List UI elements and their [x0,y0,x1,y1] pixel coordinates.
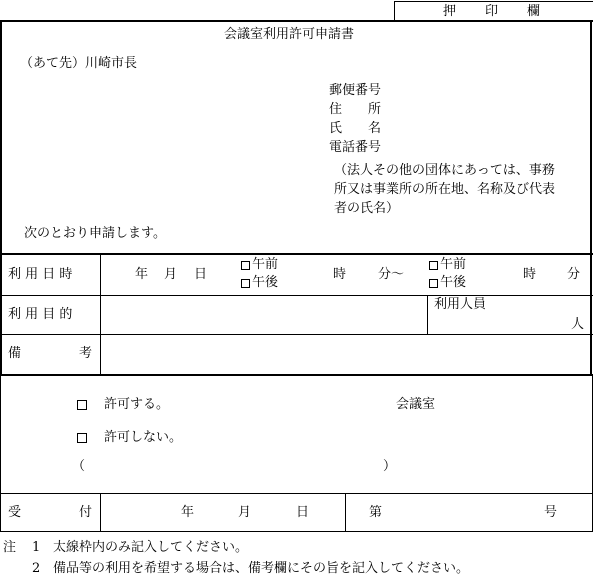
end-am-label: 午前 [440,257,467,272]
year-unit: 年 [135,267,149,282]
people-count-field[interactable] [430,313,566,333]
phone-label: 電話番号 [329,140,382,155]
room-label: 会議室 [396,397,436,412]
month-unit: 月 [164,267,178,282]
usage-purpose-label: 利 用 目 的 [8,307,73,322]
start-am-checkbox[interactable] [241,261,250,270]
applicant-note-line2: 所又は事業所の所在地、名称及び代表 [334,182,556,197]
end-hour-unit: 時 [523,267,537,282]
form-title: 会議室利用許可申請書 [224,27,355,42]
usage-purpose-field[interactable] [102,297,426,333]
permit-checkbox[interactable] [77,400,87,410]
name-label: 氏 名 [329,121,382,136]
start-pm-label: 午後 [252,275,279,290]
addressee: （あて先）川崎市長 [20,56,138,71]
intro-text: 次のとおり申請します。 [24,226,166,241]
start-am-label: 午前 [252,257,279,272]
notes-prefix: 注 [3,540,17,555]
end-am-checkbox[interactable] [429,261,438,270]
start-hour-unit: 時 [333,267,347,282]
note-1-text: 太線枠内のみ記入してください。 [53,540,249,555]
deny-checkbox[interactable] [77,433,87,443]
name-field[interactable] [400,120,585,137]
note-1-number: 1 [32,540,41,555]
end-pm-label: 午後 [440,275,467,290]
receipt-month-unit: 月 [238,505,252,520]
receipt-label-right: 付 [79,505,93,520]
deny-label: 許可しない。 [104,430,183,445]
address-field[interactable] [400,101,585,118]
people-count-unit: 人 [571,317,585,332]
reason-field[interactable] [90,457,380,475]
postal-code-label: 郵便番号 [329,83,382,98]
reason-paren-open: （ [72,459,86,474]
applicant-note-line1: （法人その他の団体にあっては、事務 [334,163,555,178]
start-pm-checkbox[interactable] [241,279,250,288]
remarks-label-right: 考 [79,346,93,361]
receipt-number-suffix: 号 [544,505,558,520]
end-minute-unit: 分 [567,267,581,282]
end-pm-checkbox[interactable] [429,279,438,288]
remarks-label-left: 備 [8,346,22,361]
reason-paren-close: ） [383,459,397,474]
receipt-year-unit: 年 [181,505,195,520]
permit-label: 許可する。 [104,397,170,412]
applicant-note-line3: 者の氏名） [334,201,400,216]
note-2-text: 備品等の利用を希望する場合は、備考欄にその旨を記入してください。 [53,561,470,576]
start-minute-unit: 分〜 [378,267,405,282]
receipt-number-prefix: 第 [369,505,383,520]
address-label: 住 所 [329,102,382,117]
phone-field[interactable] [400,139,585,156]
usage-datetime-label: 利 用 日 時 [8,267,73,282]
note-2-number: 2 [32,561,41,576]
receipt-label-left: 受 [8,505,22,520]
day-unit: 日 [194,267,208,282]
people-count-label: 利用人員 [434,297,487,312]
postal-code-field[interactable] [400,82,585,99]
stamp-label: 押 印 欄 [443,4,542,19]
receipt-day-unit: 日 [296,505,310,520]
remarks-field[interactable] [102,336,589,373]
